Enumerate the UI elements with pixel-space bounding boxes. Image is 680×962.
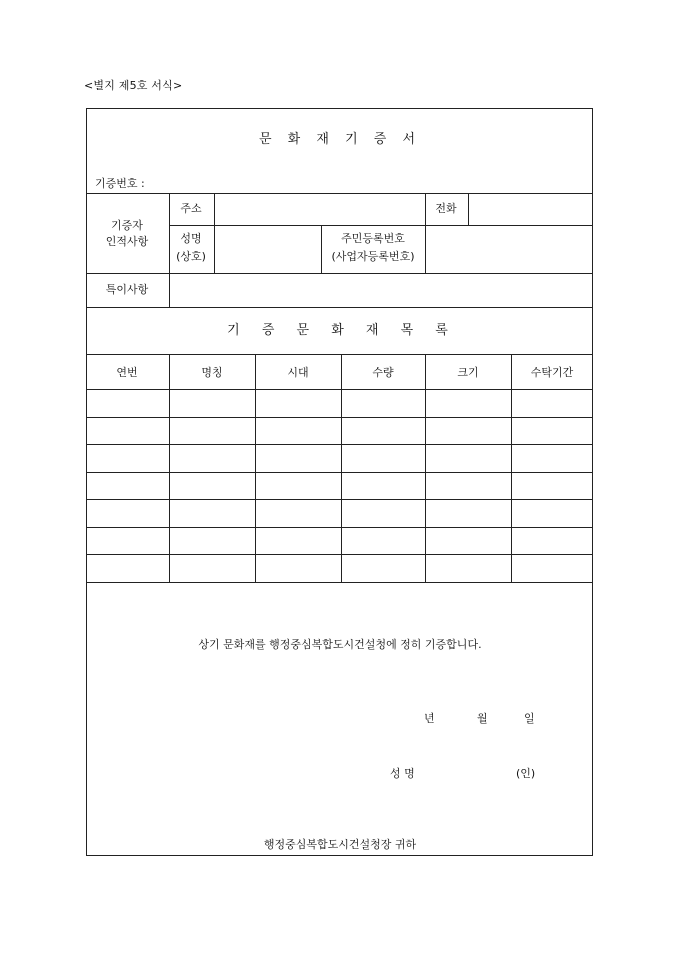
column-header-serial: 연번 bbox=[116, 366, 138, 379]
rule bbox=[86, 307, 593, 308]
table-cell[interactable] bbox=[87, 390, 169, 417]
table-cell[interactable] bbox=[256, 528, 341, 554]
donation-statement: 상기 문화재를 행정중심복합도시건설청에 정히 기증합니다. bbox=[198, 638, 482, 651]
donor-info-label: 인적사항 bbox=[105, 235, 149, 248]
table-cell[interactable] bbox=[170, 418, 255, 444]
donated-items-list-title: 기 증 문 화 재 목 록 bbox=[227, 323, 457, 338]
table-cell[interactable] bbox=[426, 473, 511, 499]
table-cell[interactable] bbox=[342, 445, 425, 472]
signature-name-label: 성 명 bbox=[390, 767, 415, 780]
table-cell[interactable] bbox=[426, 500, 511, 527]
table-cell[interactable] bbox=[170, 555, 255, 582]
name-field[interactable] bbox=[215, 226, 321, 273]
form-number-label: <별지 제5호 서식> bbox=[84, 79, 183, 92]
column-header-size: 크기 bbox=[457, 366, 479, 379]
table-cell[interactable] bbox=[170, 390, 255, 417]
rule bbox=[425, 193, 426, 225]
date-day-label: 일 bbox=[524, 712, 535, 725]
table-cell[interactable] bbox=[512, 418, 593, 444]
table-cell[interactable] bbox=[426, 445, 511, 472]
special-notes-label: 특이사항 bbox=[105, 283, 149, 296]
table-cell[interactable] bbox=[87, 500, 169, 527]
phone-label: 전화 bbox=[435, 202, 457, 215]
table-cell[interactable] bbox=[87, 445, 169, 472]
donation-number-label: 기증번호 : bbox=[95, 177, 145, 190]
date-year-label: 년 bbox=[424, 712, 435, 725]
table-cell[interactable] bbox=[426, 390, 511, 417]
table-cell[interactable] bbox=[170, 528, 255, 554]
addressee: 행정중심복합도시건설청장 귀하 bbox=[263, 838, 417, 851]
date-month-label: 월 bbox=[477, 712, 488, 725]
column-header-quantity: 수량 bbox=[372, 366, 394, 379]
special-notes-field[interactable] bbox=[170, 274, 592, 307]
rule bbox=[86, 582, 593, 583]
table-cell[interactable] bbox=[426, 418, 511, 444]
rule bbox=[321, 225, 322, 273]
table-cell[interactable] bbox=[256, 390, 341, 417]
table-cell[interactable] bbox=[342, 500, 425, 527]
table-cell[interactable] bbox=[512, 473, 593, 499]
table-cell[interactable] bbox=[256, 418, 341, 444]
name-label: 성명 bbox=[180, 232, 202, 245]
table-cell[interactable] bbox=[512, 445, 593, 472]
table-cell[interactable] bbox=[87, 528, 169, 554]
name-label: (상호) bbox=[176, 250, 206, 263]
column-header-period: 시대 bbox=[287, 366, 309, 379]
registration-number-field[interactable] bbox=[426, 226, 592, 273]
table-cell[interactable] bbox=[170, 500, 255, 527]
column-header-name: 명칭 bbox=[201, 366, 223, 379]
table-cell[interactable] bbox=[342, 390, 425, 417]
table-cell[interactable] bbox=[512, 528, 593, 554]
table-cell[interactable] bbox=[426, 528, 511, 554]
table-cell[interactable] bbox=[342, 555, 425, 582]
table-cell[interactable] bbox=[170, 445, 255, 472]
form-title: 문 화 재 기 증 서 bbox=[258, 132, 422, 147]
table-cell[interactable] bbox=[87, 473, 169, 499]
table-cell[interactable] bbox=[87, 418, 169, 444]
table-cell[interactable] bbox=[170, 473, 255, 499]
phone-field[interactable] bbox=[469, 194, 592, 225]
table-cell[interactable] bbox=[342, 418, 425, 444]
table-cell[interactable] bbox=[342, 473, 425, 499]
seal-label: (인) bbox=[516, 767, 536, 780]
table-cell[interactable] bbox=[256, 555, 341, 582]
table-cell[interactable] bbox=[256, 500, 341, 527]
rule bbox=[86, 354, 593, 355]
table-cell[interactable] bbox=[512, 555, 593, 582]
table-cell[interactable] bbox=[512, 500, 593, 527]
signature-name-field[interactable] bbox=[425, 763, 510, 783]
donor-info-label: 기증자 bbox=[111, 219, 143, 232]
address-field[interactable] bbox=[215, 194, 425, 225]
registration-number-label: (사업자등록번호) bbox=[331, 250, 415, 263]
table-cell[interactable] bbox=[256, 445, 341, 472]
registration-number-label: 주민등록번호 bbox=[341, 232, 405, 245]
table-cell[interactable] bbox=[512, 390, 593, 417]
column-header-custody-period: 수탁기간 bbox=[530, 366, 574, 379]
table-cell[interactable] bbox=[342, 528, 425, 554]
table-cell[interactable] bbox=[87, 555, 169, 582]
donation-number-field[interactable] bbox=[170, 174, 420, 192]
address-label: 주소 bbox=[180, 202, 202, 215]
table-cell[interactable] bbox=[426, 555, 511, 582]
table-cell[interactable] bbox=[256, 473, 341, 499]
